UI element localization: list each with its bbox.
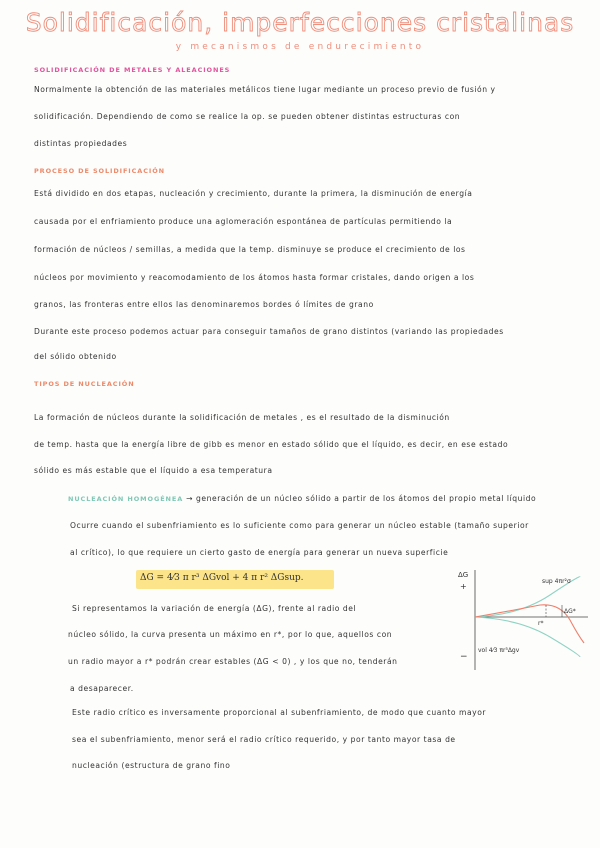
paragraph-line: Este radio crítico es inversamente proporcional al subenfriamiento, de modo que cuanto mayor bbox=[72, 708, 487, 717]
paragraph-line: del sólido obtenido bbox=[34, 352, 117, 361]
paragraph-line: nucleación (estructura de grano fino bbox=[72, 761, 231, 770]
paragraph-line: solidificación. Dependiendo de como se realice la op. se pueden obtener distintas estructuras con bbox=[34, 112, 461, 121]
homogeneous-nucleation-line bbox=[68, 494, 536, 503]
graph-plus-sign: + bbox=[460, 582, 467, 591]
paragraph-line: Normalmente la obtención de las materiales metálicos tiene lugar mediante un proceso previo de fusión y bbox=[34, 85, 496, 94]
paragraph-line: sólido es más estable que el líquido a esa temperatura bbox=[34, 466, 273, 475]
homogeneous-nucleation-label: NUCLEACIÓN HOMOGÉNEA bbox=[68, 495, 184, 503]
paragraph-line: Durante este proceso podemos actuar para conseguir tamaños de grano distintos (variando las propiedades bbox=[34, 327, 504, 336]
paragraph-line: sea el subenfriamiento, menor será el radio crítico requerido, y por tanto mayor tasa de bbox=[72, 735, 456, 744]
rstar-label: r* bbox=[538, 620, 544, 627]
graph-minus-sign: − bbox=[460, 652, 468, 662]
page-subtitle: y mecanismos de endurecimiento bbox=[175, 42, 425, 52]
graph-y-label: ΔG bbox=[458, 571, 469, 579]
paragraph-line: Está dividido en dos etapas, nucleación y crecimiento, durante la primera, la disminución de energía bbox=[34, 189, 473, 198]
dgstar-label: ΔG* bbox=[564, 608, 576, 615]
paragraph-line: formación de núcleos / semillas, a medida que la temp. disminuye se produce el crecimiento de los bbox=[34, 245, 466, 254]
paragraph-line: al crítico), lo que requiere un cierto gasto de energía para generar un nueva superficie bbox=[70, 548, 449, 557]
paragraph-line: a desaparecer. bbox=[70, 684, 134, 693]
paragraph-line: La formación de núcleos durante la solidificación de metales , es el resultado de la disminución bbox=[34, 413, 450, 422]
paragraph-line: núcleo sólido, la curva presenta un máximo en r*, por lo que, aquellos con bbox=[68, 630, 393, 639]
paragraph-line: causada por el enfriamiento produce una aglomeración espontánea de partículas permitiendo la bbox=[34, 217, 453, 226]
homogeneous-nucleation-text: → generación de un núcleo sólido a partir de los átomos del propio metal líquido bbox=[186, 494, 537, 503]
paragraph-line: núcleos por movimiento y reacomodamiento de los átomos hasta formar cristales, dando origen a los bbox=[34, 273, 475, 282]
section-heading-solidificacion: SOLIDIFICACIÓN DE METALES Y ALEACIONES bbox=[34, 66, 231, 74]
section-heading-tipos: TIPOS DE NUCLEACIÓN bbox=[34, 380, 135, 388]
paragraph-line: Si representamos la variación de energía (ΔG), frente al radio del bbox=[72, 604, 357, 613]
paragraph-line: un radio mayor a r* podrán crear estables (ΔG < 0) , y los que no, tenderán bbox=[68, 657, 398, 666]
page-title: Solidificación, imperfecciones cristalinas bbox=[25, 8, 575, 37]
gibbs-formula: ΔG = 4⁄3 π r³ ΔGvol + 4 π r² ΔGsup. bbox=[140, 573, 304, 583]
paragraph-line: de temp. hasta que la energía libre de gibb es menor en estado sólido que el líquido, es decir, en ese estado bbox=[34, 440, 509, 449]
surface-label: sup 4πr²σ bbox=[542, 578, 571, 585]
section-heading-proceso: PROCESO DE SOLIDIFICACIÓN bbox=[34, 167, 165, 175]
energy-radius-graph bbox=[450, 565, 590, 675]
volume-label: vol 4⁄3 πr³Δgv bbox=[478, 647, 520, 654]
paragraph-line: granos, las fronteras entre ellos las denominaremos bordes ó límites de grano bbox=[34, 300, 374, 309]
paragraph-line: distintas propiedades bbox=[34, 139, 128, 148]
paragraph-line: Ocurre cuando el subenfriamiento es lo suficiente como para generar un núcleo estable (tamaño superior bbox=[70, 521, 529, 530]
